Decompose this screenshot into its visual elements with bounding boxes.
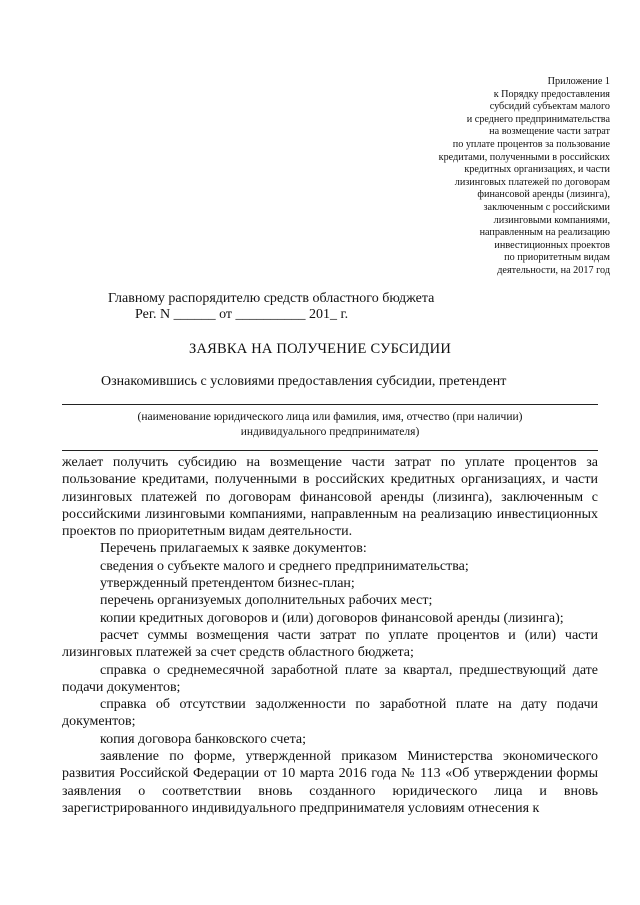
appendix-line: субсидий субъектам малого [489, 101, 610, 113]
document-title: ЗАЯВКА НА ПОЛУЧЕНИЕ СУБСИДИИ [189, 341, 451, 357]
appendix-line: лизинговых платежей по договорам [454, 176, 610, 188]
applicant-name-line-2 [62, 450, 598, 451]
document-item: утвержденный претендентом бизнес-план; [100, 576, 355, 592]
applicant-name-line [62, 404, 598, 405]
appendix-line: кредитами, полученными в российских [438, 151, 610, 163]
application-body [62, 454, 598, 817]
appendix-line: заключенным с российскими [483, 201, 610, 213]
appendix-line: лизинговыми компаниями, [493, 214, 610, 226]
appendix-line: к Порядку предоставления [493, 88, 610, 100]
appendix-line: кредитных организациях, и части [464, 164, 610, 176]
documents-heading: Перечень прилагаемых к заявке документов: [100, 541, 367, 557]
document-item: сведения о субъекте малого и среднего предпринимательства; [100, 558, 469, 574]
document-item: копии кредитных договоров и (или) договоров финансовой аренды (лизинга); [100, 610, 564, 626]
appendix-line: направленным на реализацию [479, 227, 610, 239]
appendix-note [380, 76, 610, 278]
applicant-caption [62, 410, 598, 440]
appendix-line: деятельности, на 2017 год [497, 264, 610, 276]
appendix-line: по приоритетным видам [504, 252, 610, 264]
document-item: копия договора банковского счета; [100, 731, 306, 747]
document-item: справка о среднемесячной заработной плате за квартал, предшествующий дате подачи документов; [62, 662, 598, 695]
document-item: заявление по форме, утвержденной приказом Министерства экономического развития Российской Федерации от 10 марта 2016 года № 113 «Об утверждении формы заявления о соответствии вновь созданного юридического лица и вновь зарегистрированного индивидуального предпринимателя условиям отнесения к [62, 749, 598, 816]
caption-line: индивидуального предпринимателя) [240, 426, 420, 438]
appendix-line: финансовой аренды (лизинга), [477, 189, 610, 201]
appendix-line: на возмещение части затрат [489, 126, 610, 138]
appendix-line: инвестиционных проектов [494, 239, 610, 251]
appendix-line: и среднего предпринимательства [466, 113, 610, 125]
addressee: Главному распорядителю средств областного бюджета [108, 291, 435, 306]
purpose-paragraph: желает получить субсидию на возмещение части затрат по уплате процентов за пользование кредитами, полученными в российских кредитных организациях, и части лизинговых платежей по договорам финансовой аренды (лизинга), заключенным с российскими лизинговыми компаниями, направленным на реализацию инвестиционных проектов по приоритетным видам деятельности. [62, 455, 598, 540]
caption-line: (наименование юридического лица или фамилия, имя, отчество (при наличии) [137, 411, 523, 423]
document-item: перечень организуемых дополнительных рабочих мест; [100, 593, 433, 609]
document-item: справка об отсутствии задолженности по заработной плате на дату подачи документов; [62, 697, 598, 730]
document-item: расчет суммы возмещения части затрат по уплате процентов и (или) части лизинговых платежей за счет средств областного бюджета; [62, 627, 598, 661]
appendix-line: по уплате процентов за пользование [452, 138, 610, 150]
intro-text: Ознакомившись с условиями предоставления субсидии, претендент [101, 374, 507, 389]
registration-line: Рег. N ______ от __________ 201_ г. [135, 307, 349, 322]
appendix-line: Приложение 1 [547, 76, 610, 87]
